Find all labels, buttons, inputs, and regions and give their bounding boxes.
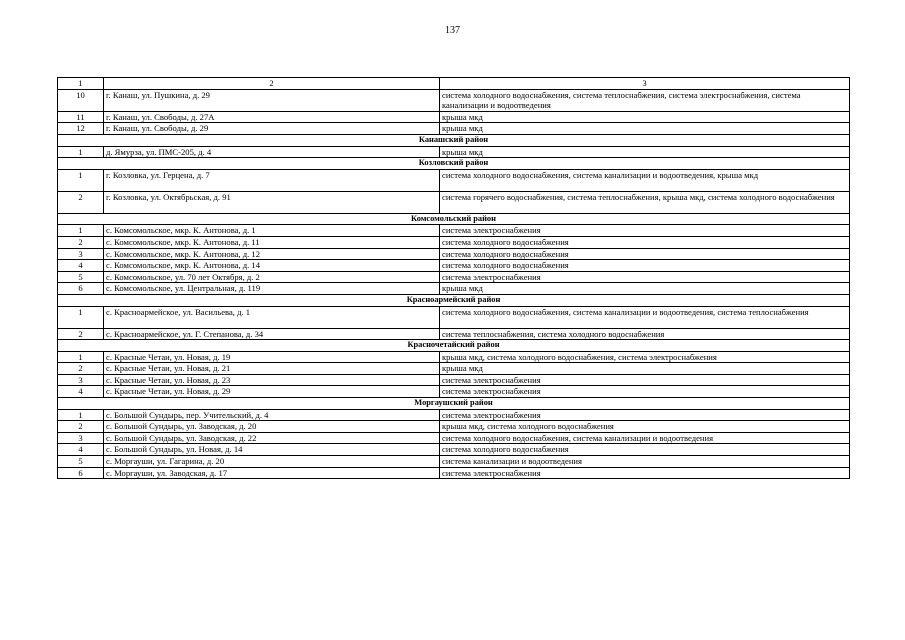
row-address: с. Красные Четаи, ул. Новая, д. 21 (104, 363, 440, 375)
region-header-row (58, 134, 850, 146)
table-row (58, 386, 850, 398)
row-number: 6 (58, 467, 104, 479)
row-number: 3 (58, 248, 104, 260)
page-number: 137 (445, 25, 460, 36)
table-row (58, 236, 850, 248)
table-row (58, 225, 850, 237)
table-row (58, 146, 850, 158)
row-address: с. Большой Сундырь, пер. Учительский, д. 4 (104, 409, 440, 421)
row-systems: крыша мкд (440, 363, 850, 375)
row-number: 5 (58, 456, 104, 468)
row-number: 10 (58, 89, 104, 111)
row-number: 4 (58, 260, 104, 272)
row-number: 1 (58, 146, 104, 158)
table-row (58, 351, 850, 363)
row-address: с. Комсомольское, ул. Центральная, д. 119 (104, 283, 440, 295)
row-address: с. Комсомольское, мкр. К. Антонова, д. 11 (104, 236, 440, 248)
table-row (58, 421, 850, 433)
row-number: 6 (58, 283, 104, 295)
row-number: 3 (58, 374, 104, 386)
table-row (58, 306, 850, 328)
table-row (58, 409, 850, 421)
row-number: 5 (58, 271, 104, 283)
row-systems: крыша мкд (440, 123, 850, 135)
row-number: 3 (58, 432, 104, 444)
region-header-row (58, 340, 850, 352)
row-address: г. Канаш, ул. Свободы, д. 29 (104, 123, 440, 135)
row-systems: крыша мкд (440, 111, 850, 123)
row-number: 1 (58, 225, 104, 237)
header-cell-systems: 3 (440, 78, 850, 90)
row-number: 4 (58, 386, 104, 398)
row-address: с. Красные Четаи, ул. Новая, д. 23 (104, 374, 440, 386)
table-row (58, 444, 850, 456)
row-address: с. Моргауши, ул. Гагарина, д. 20 (104, 456, 440, 468)
region-title: Красночетайский район (58, 340, 850, 352)
region-title: Моргаушский район (58, 398, 850, 410)
row-address: с. Комсомольское, ул. 70 лет Октября, д. 2 (104, 271, 440, 283)
row-address: с. Красные Четаи, ул. Новая, д. 29 (104, 386, 440, 398)
row-number: 4 (58, 444, 104, 456)
row-systems: система холодного водоснабжения (440, 236, 850, 248)
row-address: г. Канаш, ул. Свободы, д. 27А (104, 111, 440, 123)
row-number: 1 (58, 169, 104, 191)
row-address: с. Большой Сундырь, ул. Новая, д. 14 (104, 444, 440, 456)
row-systems: система холодного водоснабжения, система теплоснабжения, система электроснабжения, система канализации и водоотведения (440, 89, 850, 111)
row-systems: система электроснабжения (440, 467, 850, 479)
table-row (58, 89, 850, 111)
table-row (58, 467, 850, 479)
table-row (58, 374, 850, 386)
header-cell-number: 1 (58, 78, 104, 90)
table-row (58, 271, 850, 283)
row-systems: система электроснабжения (440, 409, 850, 421)
row-number: 2 (58, 191, 104, 213)
row-number: 1 (58, 306, 104, 328)
table-header-row (58, 78, 850, 90)
row-number: 1 (58, 351, 104, 363)
row-number: 2 (58, 236, 104, 248)
row-systems: крыша мкд (440, 283, 850, 295)
row-systems: система электроснабжения (440, 374, 850, 386)
row-systems: система холодного водоснабжения (440, 260, 850, 272)
row-systems: система горячего водоснабжения, система теплоснабжения, крыша мкд, система холодного водоснабжения (440, 191, 850, 213)
row-number: 12 (58, 123, 104, 135)
header-cell-address: 2 (104, 78, 440, 90)
buildings-table (57, 77, 850, 479)
table-row (58, 283, 850, 295)
row-systems: система холодного водоснабжения (440, 444, 850, 456)
table-row (58, 363, 850, 375)
row-systems: система холодного водоснабжения, система канализации и водоотведения, система теплоснабжения (440, 306, 850, 328)
row-address: с. Красные Четаи, ул. Новая, д. 19 (104, 351, 440, 363)
row-systems: система электроснабжения (440, 271, 850, 283)
region-title: Комсомольский район (58, 213, 850, 225)
table-row (58, 248, 850, 260)
row-address: г. Козловка, ул. Герцена, д. 7 (104, 169, 440, 191)
row-systems: крыша мкд, система холодного водоснабжения, система электроснабжения (440, 351, 850, 363)
row-systems: система электроснабжения (440, 386, 850, 398)
row-address: с. Красноармейское, ул. Васильева, д. 1 (104, 306, 440, 328)
row-number: 2 (58, 363, 104, 375)
row-systems: крыша мкд, система холодного водоснабжения (440, 421, 850, 433)
row-systems: система электроснабжения (440, 225, 850, 237)
row-address: г. Козловка, ул. Октябрьская, д. 91 (104, 191, 440, 213)
row-address: с. Комсомольское, мкр. К. Антонова, д. 14 (104, 260, 440, 272)
row-address: с. Моргауши, ул. Заводская, д. 17 (104, 467, 440, 479)
row-address: с. Комсомольское, мкр. К. Антонова, д. 12 (104, 248, 440, 260)
table-row (58, 432, 850, 444)
table-row (58, 328, 850, 340)
table-row (58, 123, 850, 135)
row-address: с. Большой Сундырь, ул. Заводская, д. 22 (104, 432, 440, 444)
row-address: с. Большой Сундырь, ул. Заводская, д. 20 (104, 421, 440, 433)
row-address: с. Красноармейское, ул. Г. Степанова, д. 34 (104, 328, 440, 340)
region-header-row (58, 213, 850, 225)
table-row (58, 111, 850, 123)
row-address: д. Ямурза, ул. ПМС-205, д. 4 (104, 146, 440, 158)
row-systems: система холодного водоснабжения (440, 248, 850, 260)
row-systems: система канализации и водоотведения (440, 456, 850, 468)
row-address: с. Комсомольское, мкр. К. Антонова, д. 1 (104, 225, 440, 237)
region-title: Канашский район (58, 134, 850, 146)
region-title: Козловский район (58, 158, 850, 170)
row-systems: система теплоснабжения, система холодного водоснабжения (440, 328, 850, 340)
table-row (58, 260, 850, 272)
region-title: Красноармейский район (58, 294, 850, 306)
row-number: 2 (58, 421, 104, 433)
row-systems: система холодного водоснабжения, система канализации и водоотведения (440, 432, 850, 444)
row-number: 11 (58, 111, 104, 123)
region-header-row (58, 294, 850, 306)
table-row (58, 191, 850, 213)
region-header-row (58, 158, 850, 170)
row-systems: система холодного водоснабжения, система канализации и водоотведения, крыша мкд (440, 169, 850, 191)
row-number: 1 (58, 409, 104, 421)
table-row (58, 456, 850, 468)
row-address: г. Канаш, ул. Пушкина, д. 29 (104, 89, 440, 111)
region-header-row (58, 398, 850, 410)
row-systems: крыша мкд (440, 146, 850, 158)
row-number: 2 (58, 328, 104, 340)
table-row (58, 169, 850, 191)
